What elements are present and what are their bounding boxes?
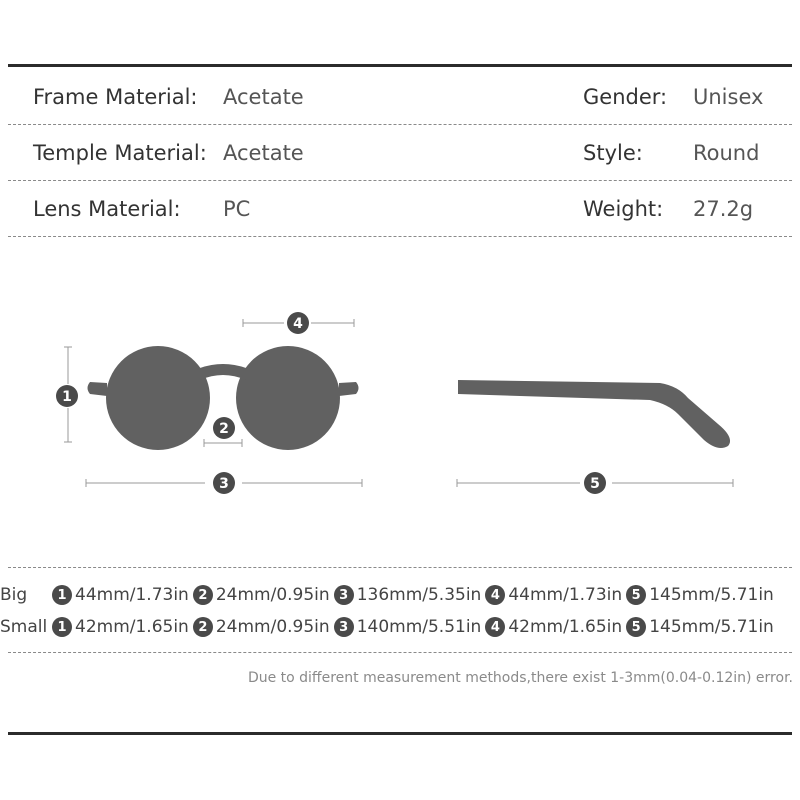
marker-4-icon: 4: [485, 617, 505, 637]
small-total-width: 140mm/5.51in: [356, 617, 482, 637]
marker-2-icon: 2: [193, 617, 213, 637]
marker-4: [287, 312, 309, 334]
marker-3-label: 3: [219, 476, 229, 492]
top-rule: [8, 64, 792, 67]
marker-1: [56, 385, 78, 407]
sizes-top-divider: [8, 567, 792, 568]
small-lens-height: 42mm/1.65in: [75, 617, 189, 637]
right-lens: [236, 346, 340, 450]
style-label: Style:: [583, 141, 643, 165]
bridge: [200, 364, 246, 380]
left-end-piece: [88, 382, 108, 396]
small-temple-length: 145mm/5.71in: [649, 617, 774, 637]
marker-3: [213, 472, 235, 494]
row-divider: [8, 236, 792, 237]
marker-2-label: 2: [219, 421, 229, 437]
row-divider: [8, 124, 792, 125]
lens-material-value: PC: [223, 197, 251, 221]
gender-value: Unisex: [693, 85, 764, 109]
marker-1-label: 1: [62, 389, 72, 405]
marker-4-icon: 4: [485, 585, 505, 605]
marker-5-icon: 5: [626, 617, 646, 637]
marker-3-icon: 3: [334, 617, 354, 637]
frame-material-value: Acetate: [223, 85, 304, 109]
size-label-small: Small: [0, 617, 48, 637]
small-lens-width: 42mm/1.65in: [508, 617, 623, 637]
temple-material-value: Acetate: [223, 141, 304, 165]
marker-1-icon: 1: [52, 585, 72, 605]
temple-material-label: Temple Material:: [33, 141, 207, 165]
size-row-small: [0, 615, 774, 639]
weight-value: 27.2g: [693, 197, 754, 221]
sizes-bottom-divider: [8, 652, 792, 653]
row-divider: [8, 180, 792, 181]
weight-label: Weight:: [583, 197, 664, 221]
bottom-rule: [8, 732, 792, 735]
small-bridge: 24mm/0.95in: [215, 617, 330, 637]
marker-5-icon: 5: [626, 585, 646, 605]
temple-side-view: [458, 380, 730, 448]
style-value: Round: [693, 141, 760, 165]
frame-material-label: Frame Material:: [33, 85, 198, 109]
left-lens: [106, 346, 210, 450]
marker-5-label: 5: [590, 476, 600, 492]
big-bridge: 24mm/0.95in: [215, 585, 330, 605]
marker-1-icon: 1: [52, 617, 72, 637]
big-total-width: 136mm/5.35in: [356, 585, 482, 605]
lens-material-label: Lens Material:: [33, 197, 181, 221]
size-row-big: [0, 583, 774, 607]
glasses-diagram: [0, 300, 800, 510]
big-lens-height: 44mm/1.73in: [75, 585, 189, 605]
gender-label: Gender:: [583, 85, 668, 109]
big-temple-length: 145mm/5.71in: [649, 585, 774, 605]
marker-3-icon: 3: [334, 585, 354, 605]
marker-4-label: 4: [293, 316, 303, 332]
size-label-big: Big: [0, 585, 28, 605]
right-end-piece: [339, 382, 359, 396]
measurement-note: Due to different measurement methods,there exist 1-3mm(0.04-0.12in) error.: [247, 670, 793, 686]
marker-5: [584, 472, 606, 494]
big-lens-width: 44mm/1.73in: [508, 585, 623, 605]
marker-2-icon: 2: [193, 585, 213, 605]
marker-2: [213, 417, 235, 439]
